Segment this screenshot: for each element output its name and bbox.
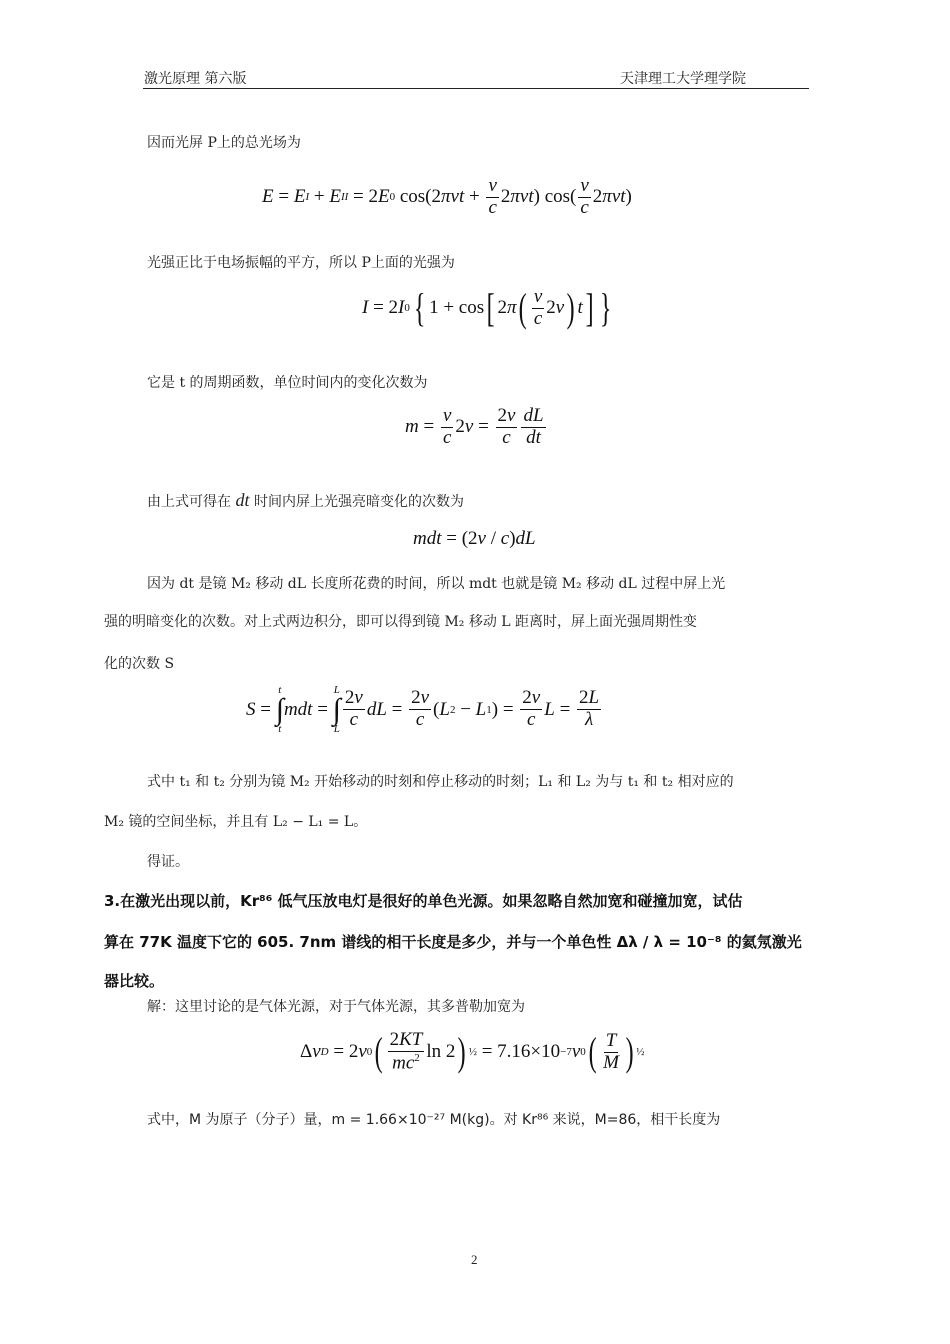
equation-intensity: I = 2 I 0 { 1 + cos [ 2 π ( $\frac{v}{c}$ 2 ν ) t ] } <box>362 285 612 331</box>
question-line-2: 算在 77K 温度下它的 605. 7nm 谱线的相干长度是多少，并与一个单色性 Δλ / λ = 10⁻⁸ 的氦氖激光 <box>104 933 802 951</box>
solution-line-1: 解：这里讨论的是气体光源，对于气体光源，其多普勒加宽为 <box>147 999 525 1015</box>
header-left: 激光原理 第六版 <box>144 71 247 87</box>
equation-doppler: Δ ν D = 2 ν 0 ( $\frac{2KT}{mc^2}$ ln 2 ) ½ = 7.16×10 −7 ν 0 ( $\frac{T}{M}$ ) ½ <box>300 1029 645 1075</box>
text-line-6: 强的明暗变化的次数。对上式两边积分，即可以得到镜 M₂ 移动 L 距离时，屏上面光强周期性变 <box>104 614 698 630</box>
equation-total-field: E = E I + E II = 2 E 0 cos(2 πνt + $\frac{v}{c}$ 2 πνt ) cos( $\frac{v}{c}$ 2 πνt ) <box>262 175 632 218</box>
text-line-3: 它是 t 的周期函数，单位时间内的变化次数为 <box>147 375 428 391</box>
solution-line-2: 式中，M 为原子（分子）量，m = 1.66×10⁻²⁷ M(kg)。对 Kr⁸⁶ 来说，M=86，相干长度为 <box>147 1112 721 1128</box>
header-rule <box>143 88 809 89</box>
text-line-7: 化的次数 S <box>104 656 175 672</box>
question-line-1: 3.在激光出现以前，Kr⁸⁶ 低气压放电灯是很好的单色光源。如果忽略自然加宽和碰撞加宽，试估 <box>104 892 743 910</box>
page-number: 2 <box>471 1252 478 1267</box>
text-line-4: 由上式可得在 dt 时间内屏上光强亮暗变化的次数为 <box>147 490 465 510</box>
text-line-5: 因为 dt 是镜 M₂ 移动 dL 长度所花费的时间，所以 mdt 也就是镜 M₂ 移动 dL 过程中屏上光 <box>147 576 726 592</box>
text-line-1: 因而光屏 P上的总光场为 <box>147 135 301 151</box>
equation-change-rate: m = $\frac{v}{c}$ 2 ν = $\frac{2\nu}{c}$ $\frac{dL}{dt}$ <box>405 405 544 448</box>
equation-integral-S: S = t ∫ t mdt = L ∫ L $\frac{2\nu}{c}$ dL = $\frac{2\nu}{c}$ ( L 2 − L 1 ) = $\frac{2\nu}{c}$ L = $\frac{2L}{\lambda}$ <box>246 684 600 735</box>
text-line-9: M₂ 镜的空间坐标，并且有 L₂ − L₁ = L。 <box>104 814 368 830</box>
text-line-10: 得证。 <box>147 854 189 870</box>
text-line-8: 式中 t₁ 和 t₂ 分别为镜 M₂ 开始移动的时刻和停止移动的时刻；L₁ 和 L₂ 为与 t₁ 和 t₂ 相对应的 <box>147 774 734 790</box>
question-line-3: 器比较。 <box>104 972 165 990</box>
equation-mdt: mdt = (2 ν / c ) dL <box>413 528 536 549</box>
header-right: 天津理工大学理学院 <box>620 71 746 87</box>
text-line-2: 光强正比于电场振幅的平方，所以 P上面的光强为 <box>147 255 455 271</box>
